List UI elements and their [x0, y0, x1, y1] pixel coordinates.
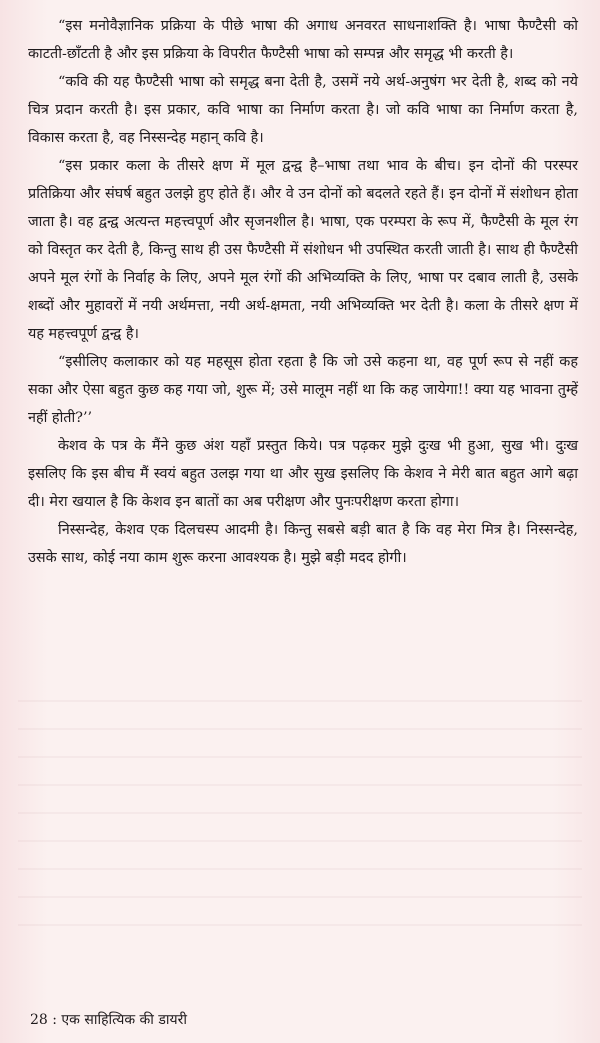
- paragraph-2: “कवि की यह फैण्टैसी भाषा को समृद्ध बना देती है, उसमें नये अर्थ-अनुषंग भर देती है, शब्द को नये चित्र प्रदान करती है। इस प्रकार, कवि भाषा का निर्माण करता है। जो कवि भाषा का निर्माण करता है, विकास करता है, वह निस्सन्देह महान् कवि है।: [28, 74, 578, 146]
- paragraph-4: “इसीलिए कलाकार को यह महसूस होता रहता है कि जो उसे कहना था, वह पूर्ण रूप से नहीं कह सका और ऐसा बहुत कुछ कह गया जो, शुरू में; उसे मालूम नहीं था कि कह जायेगा!! क्या यह भावना तुम्हें नहीं होती?’’: [28, 354, 578, 426]
- paragraph-3: “इस प्रकार कला के तीसरे क्षण में मूल द्वन्द्व है–भाषा तथा भाव के बीच। इन दोनों की परस्पर प्रतिक्रिया और संघर्ष बहुत उलझे हुए होते हैं। और वे उन दोनों को बदलते रहते हैं। इन दोनों में संशोधन होता जाता है। वह द्वन्द्व अत्यन्त महत्त्वपूर्ण और सृजनशील है। भाषा, एक परम्परा के रूप में, फैण्टैसी के मूल रंग को विस्तृत कर देती है, किन्तु साथ ही उस फैण्टैसी में संशोधन भी उपस्थित करती जाती है। साथ ही फैण्टैसी अपने मूल रंगों के निर्वाह के लिए, अपने मूल रंगों की अभिव्यक्ति के लिए, भाषा पर दबाव लाती है, उसके शब्दों और मुहावरों में नयी अर्थमत्ता, नयी अर्थ-क्षमता, नयी अभिव्यक्ति भर देती है। कला के तीसरे क्षण में यह महत्त्वपूर्ण द्वन्द्व है।: [28, 158, 578, 342]
- paragraph-1: “इस मनोवैज्ञानिक प्रक्रिया के पीछे भाषा की अगाध अनवरत साधनाशक्ति है। भाषा फैण्टैसी को काटती-छाँटती है और इस प्रक्रिया के विपरीत फैण्टैसी भाषा को सम्पन्न और समृद्ध भी करती है।: [28, 18, 578, 62]
- page-footer: 28 : एक साहित्यिक की डायरी: [30, 1012, 187, 1028]
- paragraph-5: केशव के पत्र के मैंने कुछ अंश यहाँ प्रस्तुत किये। पत्र पढ़कर मुझे दुःख भी हुआ, सुख भी। दुःख इसलिए कि इस बीच मैं स्वयं बहुत उलझ गया था और सुख इसलिए कि केशव ने मेरी बात बहुत आगे बढ़ा दी। मेरा खयाल है कि केशव इन बातों का अब परीक्षण और पुनःपरीक्षण करता होगा।: [28, 438, 578, 510]
- page-body: [28, 12, 578, 572]
- paragraph-6: निस्सन्देह, केशव एक दिलचस्प आदमी है। किन्तु सबसे बड़ी बात है कि वह मेरा मित्र है। निस्सन्देह, उसके साथ, कोई नया काम शुरू करना आवश्यक है। मुझे बड़ी मदद होगी।: [28, 522, 578, 566]
- show-through-texture: [18, 700, 582, 930]
